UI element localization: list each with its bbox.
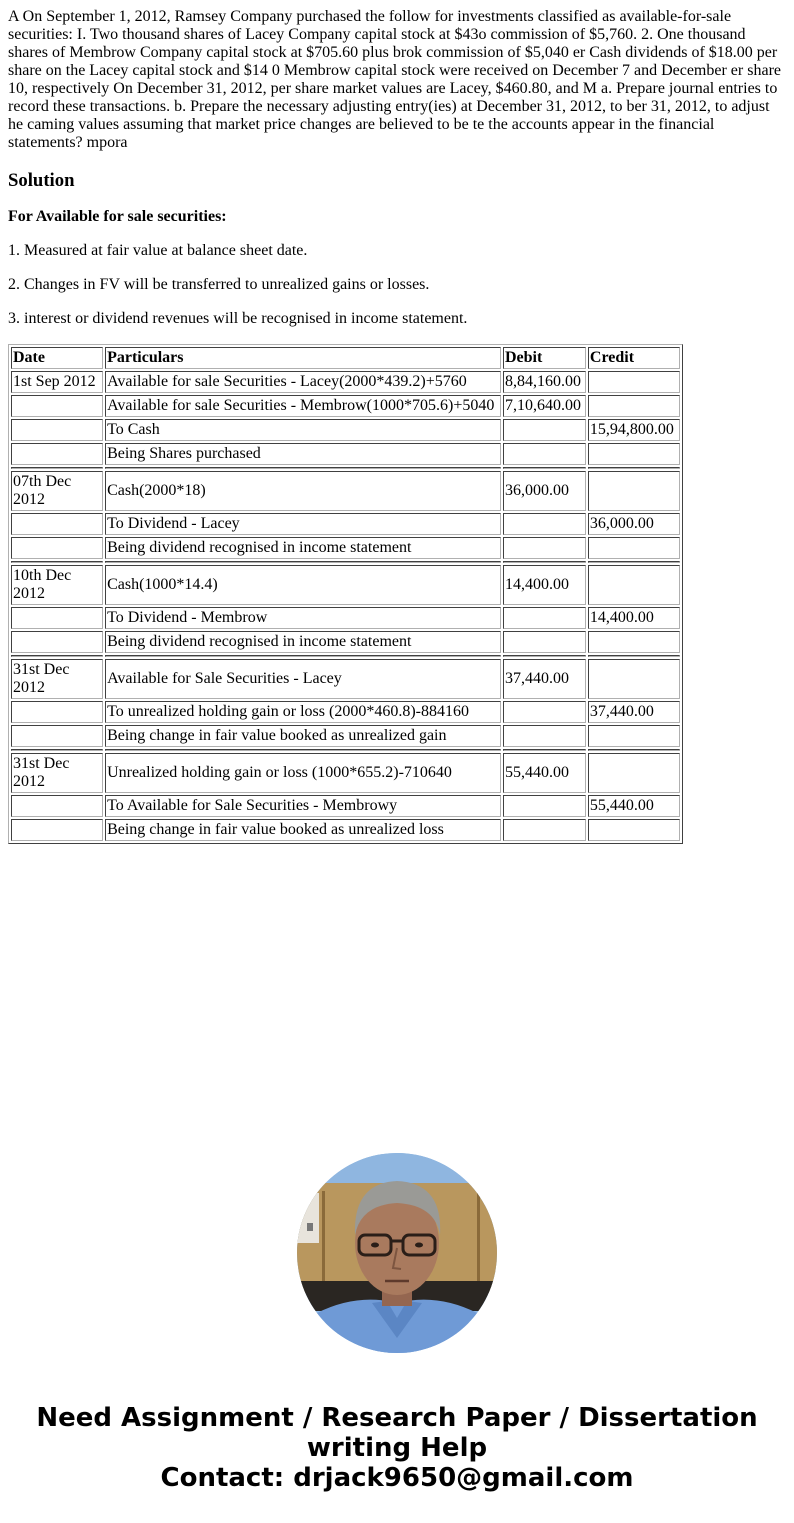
promo-footer [0,1403,794,1493]
cell-particulars: Being dividend recognised in income statement [105,631,501,653]
cell-credit [588,395,680,417]
promo-line-2: writing Help [306,1433,488,1463]
cell-date [11,419,103,441]
cell-particulars: To unrealized holding gain or loss (2000*460.8)-884160 [105,701,501,723]
promo-contact: Contact: drjack9650@gmail.com [160,1463,634,1493]
cell-debit: 8,84,160.00 [503,371,586,393]
cell-particulars: To Available for Sale Securities - Membrowy [105,795,501,817]
cell-date [11,725,103,747]
cell-credit: 55,440.00 [588,795,680,817]
avatar [297,1153,497,1353]
table-row [11,701,680,723]
entry-separator [11,749,680,751]
cell-debit: 36,000.00 [503,471,586,511]
cell-debit: 55,440.00 [503,753,586,793]
entry-separator [11,467,680,469]
table-row [11,471,680,511]
cell-particulars: To Dividend - Lacey [105,513,501,535]
cell-date [11,631,103,653]
table-row [11,659,680,699]
cell-credit [588,725,680,747]
cell-date [11,819,103,841]
solution-heading: Solution [8,170,75,191]
table-row [11,565,680,605]
cell-debit [503,537,586,559]
table-row [11,419,680,441]
table-row [11,631,680,653]
cell-credit: 15,94,800.00 [588,419,680,441]
cell-debit [503,795,586,817]
solution-point-2: 2. Changes in FV will be transferred to unrealized gains or losses. [8,276,430,293]
promo-line-1: Need Assignment / Research Paper / Dissertation [36,1403,758,1433]
cell-particulars: Being dividend recognised in income statement [105,537,501,559]
table-row [11,753,680,793]
question-text: A On September 1, 2012, Ramsey Company purchased the follow for investments classified as available-for-sale securities: I. Two thousand shares of Lacey Company capital stock at $43o commission of $5,760. 2. One thousand shares of Membrow Company capital stock at $705.60 plus brok commission of $5,040 er Cash dividends of $18.00 per share on the Lacey capital stock and $14 0 Membrow capital stock were received on December 7 and December er share 10, respectively On December 31, 2012, per share market values are Lacey, $460.80, and M a. Prepare journal entries to record these transactions. b. Prepare the necessary adjusting entry(ies) at December 31, 2012, to ber 31, 2012, to adjust he caming values assuming that market price changes are believed to be te the accounts appear in the financial statements? mpora [8,8,781,151]
cell-debit: 37,440.00 [503,659,586,699]
entry-separator [11,561,680,563]
cell-date: 31st Dec 2012 [11,659,103,699]
cell-debit [503,607,586,629]
cell-debit [503,701,586,723]
table-row [11,371,680,393]
table-row [11,443,680,465]
cell-credit [588,537,680,559]
cell-credit [588,565,680,605]
header-particulars: Particulars [105,347,501,369]
cell-credit [588,659,680,699]
solution-subheading: For Available for sale securities: [8,208,227,225]
cell-credit [588,371,680,393]
cell-particulars: Cash(2000*18) [105,471,501,511]
cell-debit [503,819,586,841]
cell-date [11,607,103,629]
cell-credit: 14,400.00 [588,607,680,629]
cell-particulars: To Dividend - Membrow [105,607,501,629]
cell-credit [588,819,680,841]
cell-credit [588,443,680,465]
cell-particulars: Being change in fair value booked as unrealized gain [105,725,501,747]
cell-date [11,395,103,417]
cell-date [11,795,103,817]
cell-debit [503,443,586,465]
cell-particulars: Unrealized holding gain or loss (1000*655.2)-710640 [105,753,501,793]
cell-date [11,443,103,465]
person-photo-icon [297,1153,497,1353]
cell-debit: 7,10,640.00 [503,395,586,417]
table-row [11,537,680,559]
cell-credit: 37,440.00 [588,701,680,723]
solution-point-3: 3. interest or dividend revenues will be recognised in income statement. [8,310,468,327]
cell-particulars: Available for Sale Securities - Lacey [105,659,501,699]
cell-credit [588,753,680,793]
cell-credit [588,471,680,511]
cell-debit [503,725,586,747]
header-debit: Debit [503,347,586,369]
cell-particulars: Available for sale Securities - Membrow(1000*705.6)+5040 [105,395,501,417]
cell-debit [503,513,586,535]
cell-particulars: Available for sale Securities - Lacey(2000*439.2)+5760 [105,371,501,393]
table-row [11,607,680,629]
cell-date [11,513,103,535]
solution-point-1: 1. Measured at fair value at balance sheet date. [8,242,308,259]
journal-entries-table [8,344,683,844]
cell-date: 31st Dec 2012 [11,753,103,793]
cell-particulars: Being Shares purchased [105,443,501,465]
cell-date [11,537,103,559]
table-row [11,513,680,535]
cell-date: 1st Sep 2012 [11,371,103,393]
cell-debit: 14,400.00 [503,565,586,605]
cell-particulars: Cash(1000*14.4) [105,565,501,605]
cell-particulars: To Cash [105,419,501,441]
cell-credit: 36,000.00 [588,513,680,535]
table-row [11,395,680,417]
header-date: Date [11,347,103,369]
cell-debit [503,419,586,441]
cell-date: 07th Dec 2012 [11,471,103,511]
table-row [11,725,680,747]
cell-date [11,701,103,723]
table-header-row [11,347,680,369]
table-row [11,795,680,817]
cell-date: 10th Dec 2012 [11,565,103,605]
cell-particulars: Being change in fair value booked as unrealized loss [105,819,501,841]
cell-credit [588,631,680,653]
entry-separator [11,655,680,657]
table-row [11,819,680,841]
cell-debit [503,631,586,653]
header-credit: Credit [588,347,680,369]
